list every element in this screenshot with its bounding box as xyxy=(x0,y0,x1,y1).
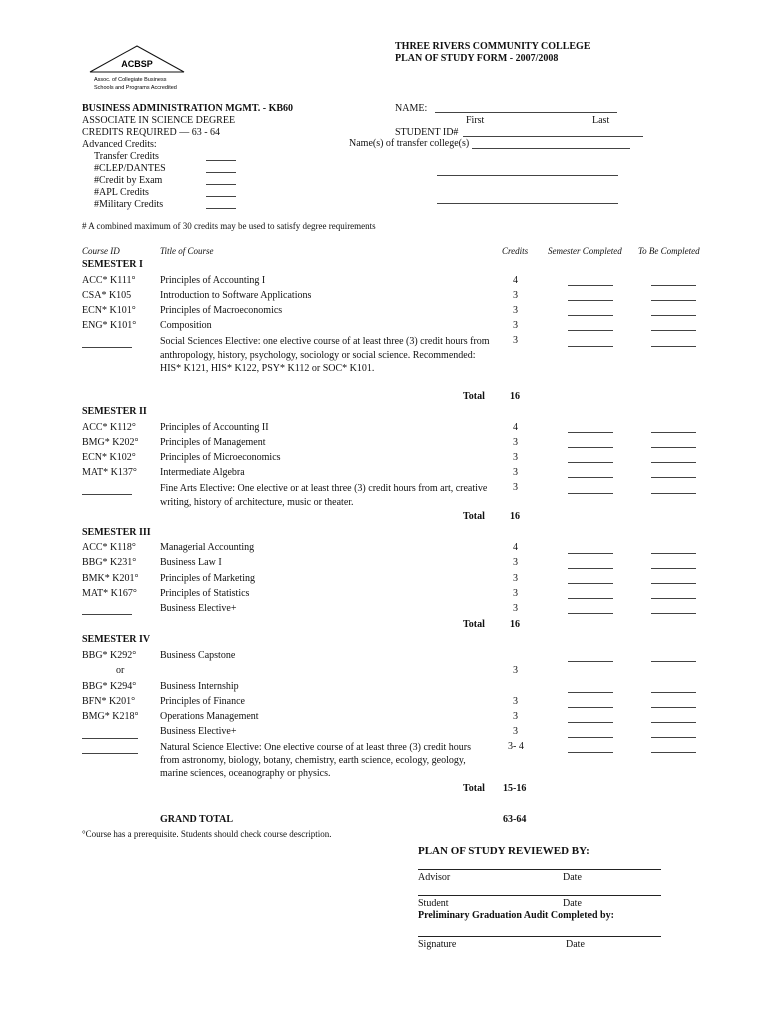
course-credits: 4 xyxy=(513,422,518,433)
semester-completed-field[interactable] xyxy=(568,300,613,301)
course-title: Social Sciences Elective: one elective course of at least three (3) credit hours from anthropology, history, psychology, sociology or social science. Recommended: HIS* K121, HIS* K122, PSY* K112 or SOC* K101. xyxy=(160,336,490,374)
course-id-field[interactable] xyxy=(82,347,132,348)
or-separator: or xyxy=(116,665,125,676)
transfer-college-field[interactable] xyxy=(472,148,630,149)
course-title: Business Capstone xyxy=(160,650,236,661)
transfer-college-field-2[interactable] xyxy=(437,175,618,176)
course-id: BMG* K202° xyxy=(82,437,139,448)
transfer-college-field-3[interactable] xyxy=(437,203,618,204)
course-id: MAT* K137° xyxy=(82,467,137,478)
total-credits: 15-16 xyxy=(503,783,527,794)
semester-completed-field[interactable] xyxy=(568,285,613,286)
col-title: Title of Course xyxy=(160,246,214,256)
course-id: BBG* K294° xyxy=(82,681,137,692)
total-credits: 16 xyxy=(510,619,520,630)
course-title: Principles of Statistics xyxy=(160,588,250,599)
to-be-completed-field[interactable] xyxy=(651,330,696,331)
to-be-completed-field[interactable] xyxy=(651,661,696,662)
to-be-completed-field[interactable] xyxy=(651,613,696,614)
acbsp-logo xyxy=(82,44,192,94)
transfer-college-label: Name(s) of transfer college(s) xyxy=(349,138,470,149)
course-title: Business Elective+ xyxy=(160,603,237,614)
course-title: Business Elective+ xyxy=(160,726,237,737)
course-credits: 4 xyxy=(513,542,518,553)
course-id: ACC* K112° xyxy=(82,422,136,433)
course-title: Natural Science Elective: One elective course of at least three (3) credit hours from astronomy, biology, botany, chemistry, earth science, ecology, geology, marine sciences, oceanography or physics. xyxy=(160,742,471,779)
total-label: Total xyxy=(463,783,485,794)
advisor-date-label: Date xyxy=(563,872,582,883)
combined-credits-note: # A combined maximum of 30 credits may be used to satisfy degree requirements xyxy=(82,221,376,231)
to-be-completed-field[interactable] xyxy=(651,598,696,599)
total-credits: 16 xyxy=(510,511,520,522)
degree-type: ASSOCIATE IN SCIENCE DEGREE xyxy=(82,115,236,126)
course-title: Principles of Macroeconomics xyxy=(160,305,283,316)
to-be-completed-field[interactable] xyxy=(651,583,696,584)
course-id: BBG* K292° xyxy=(82,650,137,661)
svg-text:ACBSP: ACBSP xyxy=(121,59,153,69)
semester-heading: SEMESTER I xyxy=(82,259,143,270)
course-credits: 3 xyxy=(513,320,518,331)
svg-text:Assoc. of Collegiate Business: Assoc. of Collegiate Business xyxy=(94,77,167,83)
course-credits: 3 xyxy=(513,467,518,478)
name-label: NAME: xyxy=(395,103,428,114)
semester-completed-field[interactable] xyxy=(568,432,613,433)
course-id: BFN* K201° xyxy=(82,696,136,707)
to-be-completed-field[interactable] xyxy=(651,493,696,494)
course-credits: 3 xyxy=(513,573,518,584)
first-name-caption: First xyxy=(466,115,485,126)
course-credits: 3 xyxy=(513,711,518,722)
course-credits: 3 xyxy=(513,335,518,346)
semester-completed-field[interactable] xyxy=(568,692,613,693)
to-be-completed-field[interactable] xyxy=(651,737,696,738)
signature-label: Signature xyxy=(418,939,457,950)
course-id: ENG* K101° xyxy=(82,320,137,331)
semester-completed-field[interactable] xyxy=(568,707,613,708)
course-title: Introduction to Software Applications xyxy=(160,290,312,301)
semester-completed-field[interactable] xyxy=(568,613,613,614)
course-credits: 3 xyxy=(513,603,518,614)
semester-completed-field[interactable] xyxy=(568,722,613,723)
course-title: Intermediate Algebra xyxy=(160,467,245,478)
credits-required: CREDITS REQUIRED — 63 - 64 xyxy=(82,127,221,138)
semester-completed-field[interactable] xyxy=(568,330,613,331)
student-label: Student xyxy=(418,898,449,909)
course-id: BBG* K231° xyxy=(82,557,137,568)
form-title: PLAN OF STUDY FORM - 2007/2008 xyxy=(395,53,559,64)
semester-completed-field[interactable] xyxy=(568,493,613,494)
to-be-completed-field[interactable] xyxy=(651,285,696,286)
semester-completed-field[interactable] xyxy=(568,598,613,599)
semester-completed-field[interactable] xyxy=(568,462,613,463)
course-id-field[interactable] xyxy=(82,753,138,754)
student-id-field[interactable] xyxy=(463,136,643,137)
audit-date-label: Date xyxy=(566,939,585,950)
total-label: Total xyxy=(463,619,485,630)
course-title: Principles of Accounting I xyxy=(160,275,266,286)
course-credits: 3 xyxy=(513,696,518,707)
transfer-credits-label: Transfer Credits xyxy=(94,151,159,162)
course-credits: 3 xyxy=(513,482,518,493)
transfer-credits-field[interactable] xyxy=(206,160,236,161)
svg-text:Schools and Programs Accredite: Schools and Programs Accredited xyxy=(94,85,177,91)
student-date-label: Date xyxy=(563,898,582,909)
course-title: Business Law I xyxy=(160,557,222,568)
semester-completed-field[interactable] xyxy=(568,315,613,316)
course-id: ECN* K102° xyxy=(82,452,136,463)
semester-completed-field[interactable] xyxy=(568,752,613,753)
advisor-label: Advisor xyxy=(418,872,451,883)
course-id: MAT* K167° xyxy=(82,588,137,599)
semester-completed-field[interactable] xyxy=(568,477,613,478)
total-label: Total xyxy=(463,391,485,402)
col-course-id: Course ID xyxy=(82,246,120,256)
apl-credits-field[interactable] xyxy=(206,196,236,197)
clep-dantes-field[interactable] xyxy=(206,172,236,173)
name-field[interactable] xyxy=(435,112,617,113)
to-be-completed-field[interactable] xyxy=(651,722,696,723)
military-credits-label: #Military Credits xyxy=(94,199,164,210)
col-semester-completed: Semester Completed xyxy=(548,246,622,256)
course-credits: 3 xyxy=(513,437,518,448)
to-be-completed-field[interactable] xyxy=(651,315,696,316)
grand-total-label: GRAND TOTAL xyxy=(160,814,234,825)
course-id: ACC* K111° xyxy=(82,275,136,286)
prerequisite-footnote: °Course has a prerequisite. Students should check course description. xyxy=(82,829,332,839)
course-id-field[interactable] xyxy=(82,738,138,739)
advisor-signature-line[interactable] xyxy=(418,869,661,870)
course-title: Principles of Microeconomics xyxy=(160,452,281,463)
course-id: ACC* K118° xyxy=(82,542,136,553)
credit-by-exam-label: #Credit by Exam xyxy=(94,175,163,186)
total-label: Total xyxy=(463,511,485,522)
semester-heading: SEMESTER II xyxy=(82,406,147,417)
semester-completed-field[interactable] xyxy=(568,447,613,448)
total-credits: 16 xyxy=(510,391,520,402)
apl-credits-label: #APL Credits xyxy=(94,187,149,198)
semester-completed-field[interactable] xyxy=(568,583,613,584)
course-credits: 3 xyxy=(513,557,518,568)
to-be-completed-field[interactable] xyxy=(651,477,696,478)
course-title: Principles of Accounting II xyxy=(160,422,269,433)
course-title: Principles of Management xyxy=(160,437,266,448)
semester-completed-field[interactable] xyxy=(568,737,613,738)
semester-completed-field[interactable] xyxy=(568,346,613,347)
course-credits: 3 xyxy=(513,588,518,599)
to-be-completed-field[interactable] xyxy=(651,553,696,554)
to-be-completed-field[interactable] xyxy=(651,752,696,753)
last-name-caption: Last xyxy=(592,115,610,126)
course-title: Composition xyxy=(160,320,212,331)
review-heading: PLAN OF STUDY REVIEWED BY: xyxy=(418,845,590,857)
to-be-completed-field[interactable] xyxy=(651,300,696,301)
course-credits: 3 xyxy=(513,305,518,316)
course-id-field[interactable] xyxy=(82,614,132,615)
student-signature-line[interactable] xyxy=(418,895,661,896)
to-be-completed-field[interactable] xyxy=(651,692,696,693)
course-title: Business Internship xyxy=(160,681,239,692)
clep-dantes-label: #CLEP/DANTES xyxy=(94,163,166,174)
military-credits-field[interactable] xyxy=(206,208,236,209)
course-title: Operations Management xyxy=(160,711,259,722)
course-id: CSA* K105 xyxy=(82,290,132,301)
to-be-completed-field[interactable] xyxy=(651,447,696,448)
course-credits: 3 xyxy=(513,452,518,463)
course-id-field[interactable] xyxy=(82,494,132,495)
semester-completed-field[interactable] xyxy=(568,553,613,554)
to-be-completed-field[interactable] xyxy=(651,346,696,347)
course-credits: 3 xyxy=(513,290,518,301)
program-name: BUSINESS ADMINISTRATION MGMT. - KB60 xyxy=(82,103,294,114)
course-id: BMG* K218° xyxy=(82,711,139,722)
credit-by-exam-field[interactable] xyxy=(206,184,236,185)
course-id: ECN* K101° xyxy=(82,305,136,316)
course-title: Principles of Finance xyxy=(160,696,245,707)
semester-heading: SEMESTER III xyxy=(82,527,151,538)
course-credits: 3 xyxy=(513,665,518,676)
semester-completed-field[interactable] xyxy=(568,568,613,569)
to-be-completed-field[interactable] xyxy=(651,707,696,708)
advanced-credits-label: Advanced Credits: xyxy=(82,139,157,150)
to-be-completed-field[interactable] xyxy=(651,462,696,463)
course-title: Principles of Marketing xyxy=(160,573,255,584)
course-credits: 3 xyxy=(513,726,518,737)
course-title: Managerial Accounting xyxy=(160,542,255,553)
audit-signature-line[interactable] xyxy=(418,936,661,937)
course-credits: 3- 4 xyxy=(508,741,524,752)
to-be-completed-field[interactable] xyxy=(651,432,696,433)
student-id-label: STUDENT ID# xyxy=(395,127,459,138)
course-credits: 4 xyxy=(513,275,518,286)
college-name: THREE RIVERS COMMUNITY COLLEGE xyxy=(395,41,591,52)
col-to-be-completed: To Be Completed xyxy=(638,246,700,256)
col-credits: Credits xyxy=(502,246,529,256)
course-id: BMK* K201° xyxy=(82,573,139,584)
to-be-completed-field[interactable] xyxy=(651,568,696,569)
grand-total-value: 63-64 xyxy=(503,814,527,825)
semester-heading: SEMESTER IV xyxy=(82,634,151,645)
semester-completed-field[interactable] xyxy=(568,661,613,662)
course-title: Fine Arts Elective: One elective or at least three (3) credit hours from art, creative writing, history of architecture, music or theater. xyxy=(160,483,488,508)
audit-heading: Preliminary Graduation Audit Completed by: xyxy=(418,910,614,921)
